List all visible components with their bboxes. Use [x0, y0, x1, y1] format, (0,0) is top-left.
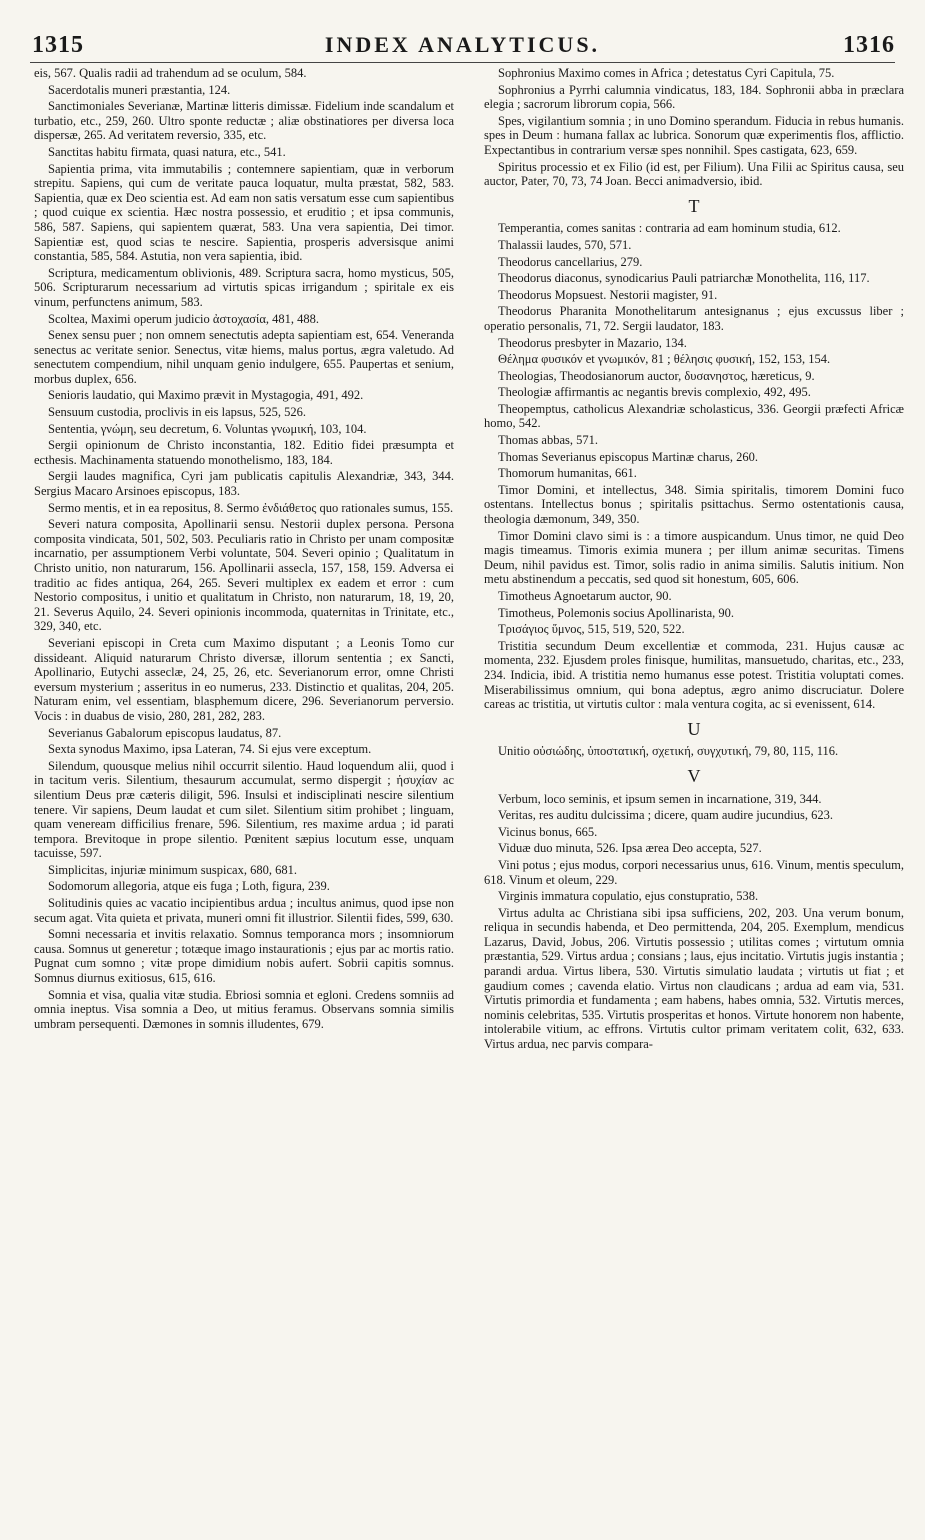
index-entry: Timor Domini, et intellectus, 348. Simia spiritalis, timorem Domini fuco ostentans. Intellectus bonus ; spiritalis psittachus. Sermo ostentationis causa, theologia dæmonum, 349, 350.: [484, 482, 904, 527]
index-entry: Scriptura, medicamentum oblivionis, 489. Scriptura sacra, homo mysticus, 505, 506. Scripturarum necessarium ad virtutis spicas irrigandum ; spiritale ex eis vinum, perfunctens animum, 583.: [34, 265, 454, 309]
index-entry: Silendum, quousque melius nihil occurrit silentio. Haud loquendum alii, quod i in tacitum veris. Silentium, thesaurum accumulat, sermo dispergit ; ἡσυχίαν ac silentium Deus præ cæteris diligit, 596. Insulsi et indisciplinati nescire silentium tenere. Vir sapiens, Deum laudat et cum silet. Silentium sitim prohibet ; linguam, quam veneream difficilius frenare, 596. Silentium, res maxime ardua ; id parati tempora. Brevitoque in prope silentio. Pœnitent sæpius locutum esse, unquam tacuisse, 597.: [34, 758, 454, 861]
index-entry: Theologias, Theodosianorum auctor, δυσανηστος, hæreticus, 9.: [498, 368, 815, 383]
index-entry: Vicinus bonus, 665.: [498, 824, 598, 839]
index-entry: Sententia, γνώμη, seu decretum, 6. Voluntas γνωμική, 103, 104.: [48, 421, 367, 436]
index-entry: Thomas abbas, 571.: [498, 433, 598, 448]
header-rule: [30, 62, 895, 63]
index-entry: Simplicitas, injuriæ minimum suspicax, 680, 681.: [48, 862, 297, 877]
index-entry: Virtus adulta ac Christiana sibi ipsa sufficiens, 202, 203. Una verum bonum, reliqua in secundis habenda, et Deo permittenda, 204, 205. Exemplum, mendicus Lazarus, David, Jobus, 206. Virtutis possessio ; utilitas comes ; virtutum omnia præstantia, 529. Virtus ardua ; consians ; laus, ejus incitatio. Virtutis jugis instantia ; parandi ardua. Virtus libera, 530. Virtutis simulatio laudata ; virtutis ut fiat ; et gaudium comes ; cavenda elatio. Virtus non claudicans ; ardua ad eam via, 531. Virtutis primordia et fundamenta ; eam habens, habes omnia, 532. Virtutis merces, nominis celebritas, 535. Virtutis prosperitas et honos. Virtute honorem non habente, intolerabile vitium, ac effrons. Virtutis cultor primam veritatem colit, 632, 633. Virtus ardua, nec parvis compara-: [484, 905, 904, 1052]
letter-v-heading: V: [687, 765, 701, 786]
index-entry: Scoltea, Maximi operum judicio ἀστοχασία, 481, 488.: [48, 311, 320, 326]
letter-u-heading: U: [687, 718, 701, 739]
index-entry: Theodorus cancellarius, 279.: [498, 254, 643, 269]
index-entry: Sergii opinionum de Christo inconstantia, 182. Editio fidei præsumpta et ecthesis. Machinamenta statuendo monothelismo, 183, 184.: [34, 438, 454, 467]
index-entry: Τρισάγιος ὕμνος, 515, 519, 520, 522.: [498, 622, 685, 637]
index-entry: Sermo mentis, et in ea repositus, 8. Sermo ἐνδιάθετος quo rationales sumus, 155.: [48, 500, 454, 515]
page-header: [20, 28, 905, 58]
left-page-number: 1315: [32, 32, 84, 58]
index-entry: Theodorus presbyter in Mazario, 134.: [498, 335, 687, 350]
index-entry: Sacerdotalis muneri præstantia, 124.: [48, 82, 231, 97]
index-entry: Timotheus Agnoetarum auctor, 90.: [498, 589, 672, 603]
index-entry: Thalassii laudes, 570, 571.: [498, 237, 632, 252]
index-entry: Verbum, loco seminis, et ipsum semen in incarnatione, 319, 344.: [498, 791, 822, 806]
right-page-number: 1316: [843, 32, 895, 58]
index-entry: Sophronius Maximo comes in Africa ; detestatus Cyri Capitula, 75.: [498, 66, 835, 80]
index-entry: Sergii laudes magnifica, Cyri jam publicatis capitulis Alexandriæ, 343, 344. Sergius Macaro Arsinoes episcopus, 183.: [34, 469, 454, 499]
index-entry: Severianus Gabalorum episcopus laudatus, 87.: [48, 725, 282, 740]
index-entry: Timotheus, Polemonis socius Apollinarista, 90.: [498, 605, 735, 620]
letter-t-heading: T: [688, 195, 700, 216]
left-column: [34, 66, 454, 1526]
index-entry: Theopemptus, catholicus Alexandriæ scholasticus, 336. Georgii præfecti Africæ homo, 542.: [484, 401, 904, 431]
index-entry: Θέλημα φυσικόν et γνωμικόν, 81 ; θέλησις φυσική, 152, 153, 154.: [498, 352, 831, 367]
s-entries-continued: [484, 66, 904, 189]
index-entry: Theodorus Pharanita Monothelitarum antesignanus ; ejus excussus liber ; operatio personalis, 71, 72. Sergii laudator, 183.: [484, 304, 904, 333]
index-entry: Temperantia, comes sanitas : contraria ad eam hominum studia, 612.: [498, 221, 841, 236]
index-entry: Tristitia secundum Deum excellentiæ et commoda, 231. Hujus causæ ac momenta, 232. Ejusdem proles finisque, humilitas, mansuetudo, charitas, etc., 233, 234. Indicia, ibid. A tristitia nemo humanus esse potest. Tristitia voluptati comes. Miserabilissimus omnium, qui bona adeptus, ægro animo discruciatur. Dolere careas ac tristitia, ut virtutis cultor : mala ventura cogita, ac si evenissent, 614.: [484, 638, 904, 712]
running-title: INDEX ANALYTICUS.: [324, 32, 601, 57]
v-entries: [484, 792, 904, 1052]
index-entry: eis, 567. Qualis radii ad trahendum ad se oculum, 584.: [34, 66, 307, 80]
index-entry: Somnia et visa, qualia vitæ studia. Ebriosi somnia et egloni. Credens somniis ad omnia ineptus. Visa somnia a Deo, ut mitius feramus. Observans somnia similis umbram persequenti. Dæmones in somnis illudentes, 679.: [34, 987, 454, 1031]
index-entry: Spiritus processio et ex Filio (id est, per Filium). Una Filii ac Spiritus causa, seu auctor, Pater, 70, 73, 74 Joan. Becci animadversio, ibid.: [484, 159, 904, 189]
index-entry: Severi natura composita, Apollinarii sensu. Nestorii duplex persona. Persona composita vindicata, 501, 502, 503. Peculiaris ratio in Christo per unam compositæ incarnatio, per assumptionem Verbi voluntate, 504. Severi opinio ; Qualitatum in Christo unitio, non naturarum, 156. Apollinarii assecla, 157, 158, 159. Adversa ei traditio ac fides antiqua, 264, 265. Severi multiplex ex eadem et error : cum Nestorio compositus, i unitio et qualitatum in Christo, non naturarum, 18, 19, 20, 21. Severus Aquilo, 24. Severi opinionis incommoda, quaternitas in Trinitate, etc., 329, 340, etc.: [34, 517, 454, 634]
index-entry: Severiani episcopi in Creta cum Maximo disputant ; a Leonis Tomo cur dissideant. Aliquid naturarum Christo diversæ, illorum sententia ; ex Sancti, Apollinario, Eutychi asseclæ, 24, 25, 26, etc. Severianorum error, omne Christi eversum mysterium ; asseritus in eo numerus, 233. Distinctio et qualitas, 204, 205. Naturam enim, vel essentiam, blasphemum dicere, 296. Severianorum perversio. Vocis : in duabus de visio, 280, 281, 282, 283.: [34, 635, 454, 723]
index-entry: Sensuum custodia, proclivis in eis lapsus, 525, 526.: [48, 405, 306, 420]
index-entry: Sexta synodus Maximo, ipsa Lateran, 74. Si ejus vere exceptum.: [48, 742, 372, 757]
index-entry: Thomorum humanitas, 661.: [498, 466, 637, 481]
index-entry: Thomas Severianus episcopus Martinæ charus, 260.: [498, 449, 759, 464]
index-entry: Solitudinis quies ac vacatio incipientibus ardua ; incultus animus, quod ipse non secum agat. Vita quieta et privata, muneri omni fit illustrior. Silentii fides, 599, 630.: [34, 896, 454, 925]
index-entry: Senex sensu puer ; non omnem senectutis adepta sapientiam est, 654. Veneranda senectus ac veritate senior. Senectus, vitæ hiems, malus portus, ægra valetudo. Ad senectutem compendium, nihil unquam genio indulgere, 655. Paupertas et senium, morbus duplex, 656.: [34, 328, 454, 386]
index-entry: Virginis immatura copulatio, ejus constupratio, 538.: [498, 889, 759, 904]
index-entry: Somni necessaria et invitis relaxatio. Somnus temporanca mors ; insomniorum causa. Somnus ut generetur ; totæque imago instaurationis ; ejus par ac mortis ratio. Pugnat cum somno ; vitæ prope dimidium nobis aufert. Sobrii capitis somnus. Somnus diurnus exitiosus, 615, 616.: [34, 927, 454, 986]
index-entry: Timor Domini clavo simi is : a timore auspicandum. Unus timor, ne quid Deo magis timeamus. Timoris eximia munera ; per illum animæ securitas. Timens Deum, nihil pavidus est. Timor, solis radio in anima similis. Salutis initium. Non metu abstinendum a peccatis, sed quod sit honestum, 605, 606.: [484, 528, 904, 587]
index-entry: Sodomorum allegoria, atque eis fuga ; Loth, figura, 239.: [48, 879, 330, 894]
index-entry: Theodorus Mopsuest. Nestorii magister, 91.: [498, 287, 718, 302]
index-entry: Senioris laudatio, qui Maximo prævit in Mystagogia, 491, 492.: [48, 388, 364, 403]
right-column: [484, 66, 904, 1526]
index-entry: Vini potus ; ejus modus, corpori necessarius unus, 616. Vinum, mentis speculum, 618. Vinum et oleum, 229.: [484, 857, 904, 887]
index-entry: Sanctimoniales Severianæ, Martinæ litteris dimissæ. Fidelium inde scandalum et turbatio, etc., 259, 260. Ultro sponte reductæ ; aliæ obstinatiores per diversa loca dispersæ, 265. Ad veritatem reversio, 335, etc.: [34, 99, 454, 143]
t-entries: [484, 221, 904, 711]
index-entry: Veritas, res auditu dulcissima ; dicere, quam audire jucundius, 623.: [498, 808, 833, 823]
index-entry: Spes, vigilantium somnia ; in uno Domino sperandum. Fiducia in rebus humanis. spes in Deum : humana fallax ac lubrica. Sonorum quæ experimentis flos, afflictio. Expectantibus in contrarium versæ spes nonnihil. Spes castigata, 623, 659.: [484, 113, 904, 157]
index-entry: Unitio οὐσιώδης, ὑποστατική, σχετική, συγχυτική, 79, 80, 115, 116.: [498, 744, 839, 759]
index-entry: Theologiæ affirmantis ac negantis brevis complexio, 492, 495.: [498, 385, 811, 400]
index-entry: Sophronius a Pyrrhi calumnia vindicatus, 183, 184. Sophronii abba in præclara elegia ; sacrorum librorum copia, 566.: [484, 82, 904, 112]
index-entry: Viduæ duo minuta, 526. Ipsa ærea Deo accepta, 527.: [498, 841, 762, 856]
u-entries: [484, 744, 904, 759]
index-entry: Sanctitas habitu firmata, quasi natura, etc., 541.: [48, 144, 286, 159]
index-entry: Sapientia prima, vita immutabilis ; contemnere sapientiam, quæ in verborum strepitu. Sapiens, qui cum de veritate pauca loquatur, multa præstat, 582, 583. Sapientia, quæ ex Deo scientia est. Ad eam non satis versatum esse cum sapientibus ; quod cuique ex scientia. Hæc nostra possessio, et eruditio ; et ipsa communis, 586, 587. Sapiens, qui sapientem quærat, 583. Una vera sapientia, Dei timor. Sapientiæ est, quod scias te nescire. Sapientia, prosperis adversisque animi constantia, 585, 584. Astutia, non vera sapientia, ibid.: [34, 161, 454, 264]
index-entry: Theodorus diaconus, synodicarius Pauli patriarchæ Monothelita, 116, 117.: [498, 271, 870, 286]
